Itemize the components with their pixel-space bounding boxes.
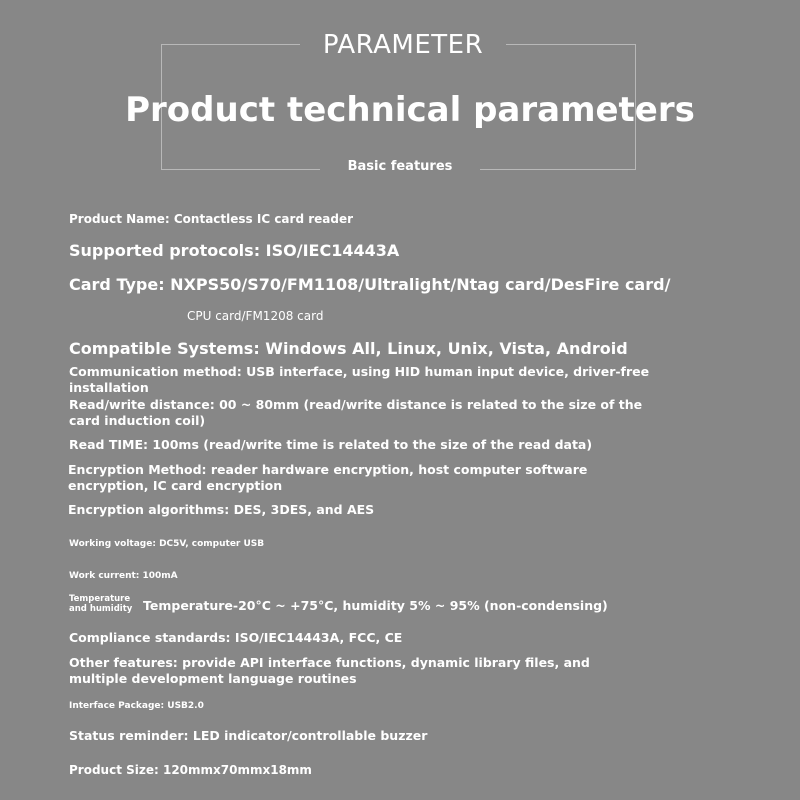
param-card-type: Card Type: NXPS50/S70/FM1108/Ultralight/Ntag card/DesFire card/ <box>69 275 671 294</box>
page-title: Product technical parameters <box>125 90 695 130</box>
header-frame-top-left <box>161 44 302 45</box>
param-systems: Compatible Systems: Windows All, Linux, Unix, Vista, Android <box>69 339 628 358</box>
param-interface-package: Interface Package: USB2.0 <box>69 701 204 711</box>
param-protocols: Supported protocols: ISO/IEC14443A <box>69 241 400 260</box>
param-distance: Read/write distance: 00 ~ 80mm (read/write distance is related to the size of the card induction coil) <box>69 397 643 428</box>
param-read-time: Read TIME: 100ms (read/write time is related to the size of the read data) <box>69 437 593 452</box>
param-communication: Communication method: USB interface, using HID human input device, driver-free installation <box>69 364 650 395</box>
param-temperature-label-line1: Temperature <box>69 594 131 604</box>
param-encryption-method: Encryption Method: reader hardware encryption, host computer software encryption, IC card encryption <box>68 462 588 493</box>
param-compliance: Compliance standards: ISO/IEC14443A, FCC, CE <box>69 630 403 645</box>
param-other-features: Other features: provide API interface functions, dynamic library files, and multiple development language routines <box>69 655 590 686</box>
param-temperature-label <box>69 594 132 614</box>
page-subtitle: Basic features <box>320 156 480 178</box>
param-card-type-cont: CPU card/FM1208 card <box>187 309 324 323</box>
param-product-name: Product Name: Contactless IC card reader <box>69 212 354 226</box>
param-product-size: Product Size: 120mmx70mmx18mm <box>69 763 312 777</box>
header-frame-top-right <box>504 44 636 45</box>
param-working-voltage: Working voltage: DC5V, computer USB <box>69 539 265 549</box>
param-temperature-label-line2: and humidity <box>69 604 133 614</box>
param-temperature-value: Temperature-20°C ~ +75°C, humidity 5% ~ 95% (non-condensing) <box>143 598 608 613</box>
param-work-current: Work current: 100mA <box>69 571 178 581</box>
param-encryption-algorithms: Encryption algorithms: DES, 3DES, and AES <box>68 502 375 517</box>
section-label: PARAMETER <box>300 28 506 62</box>
param-status-reminder: Status reminder: LED indicator/controllable buzzer <box>69 728 428 743</box>
